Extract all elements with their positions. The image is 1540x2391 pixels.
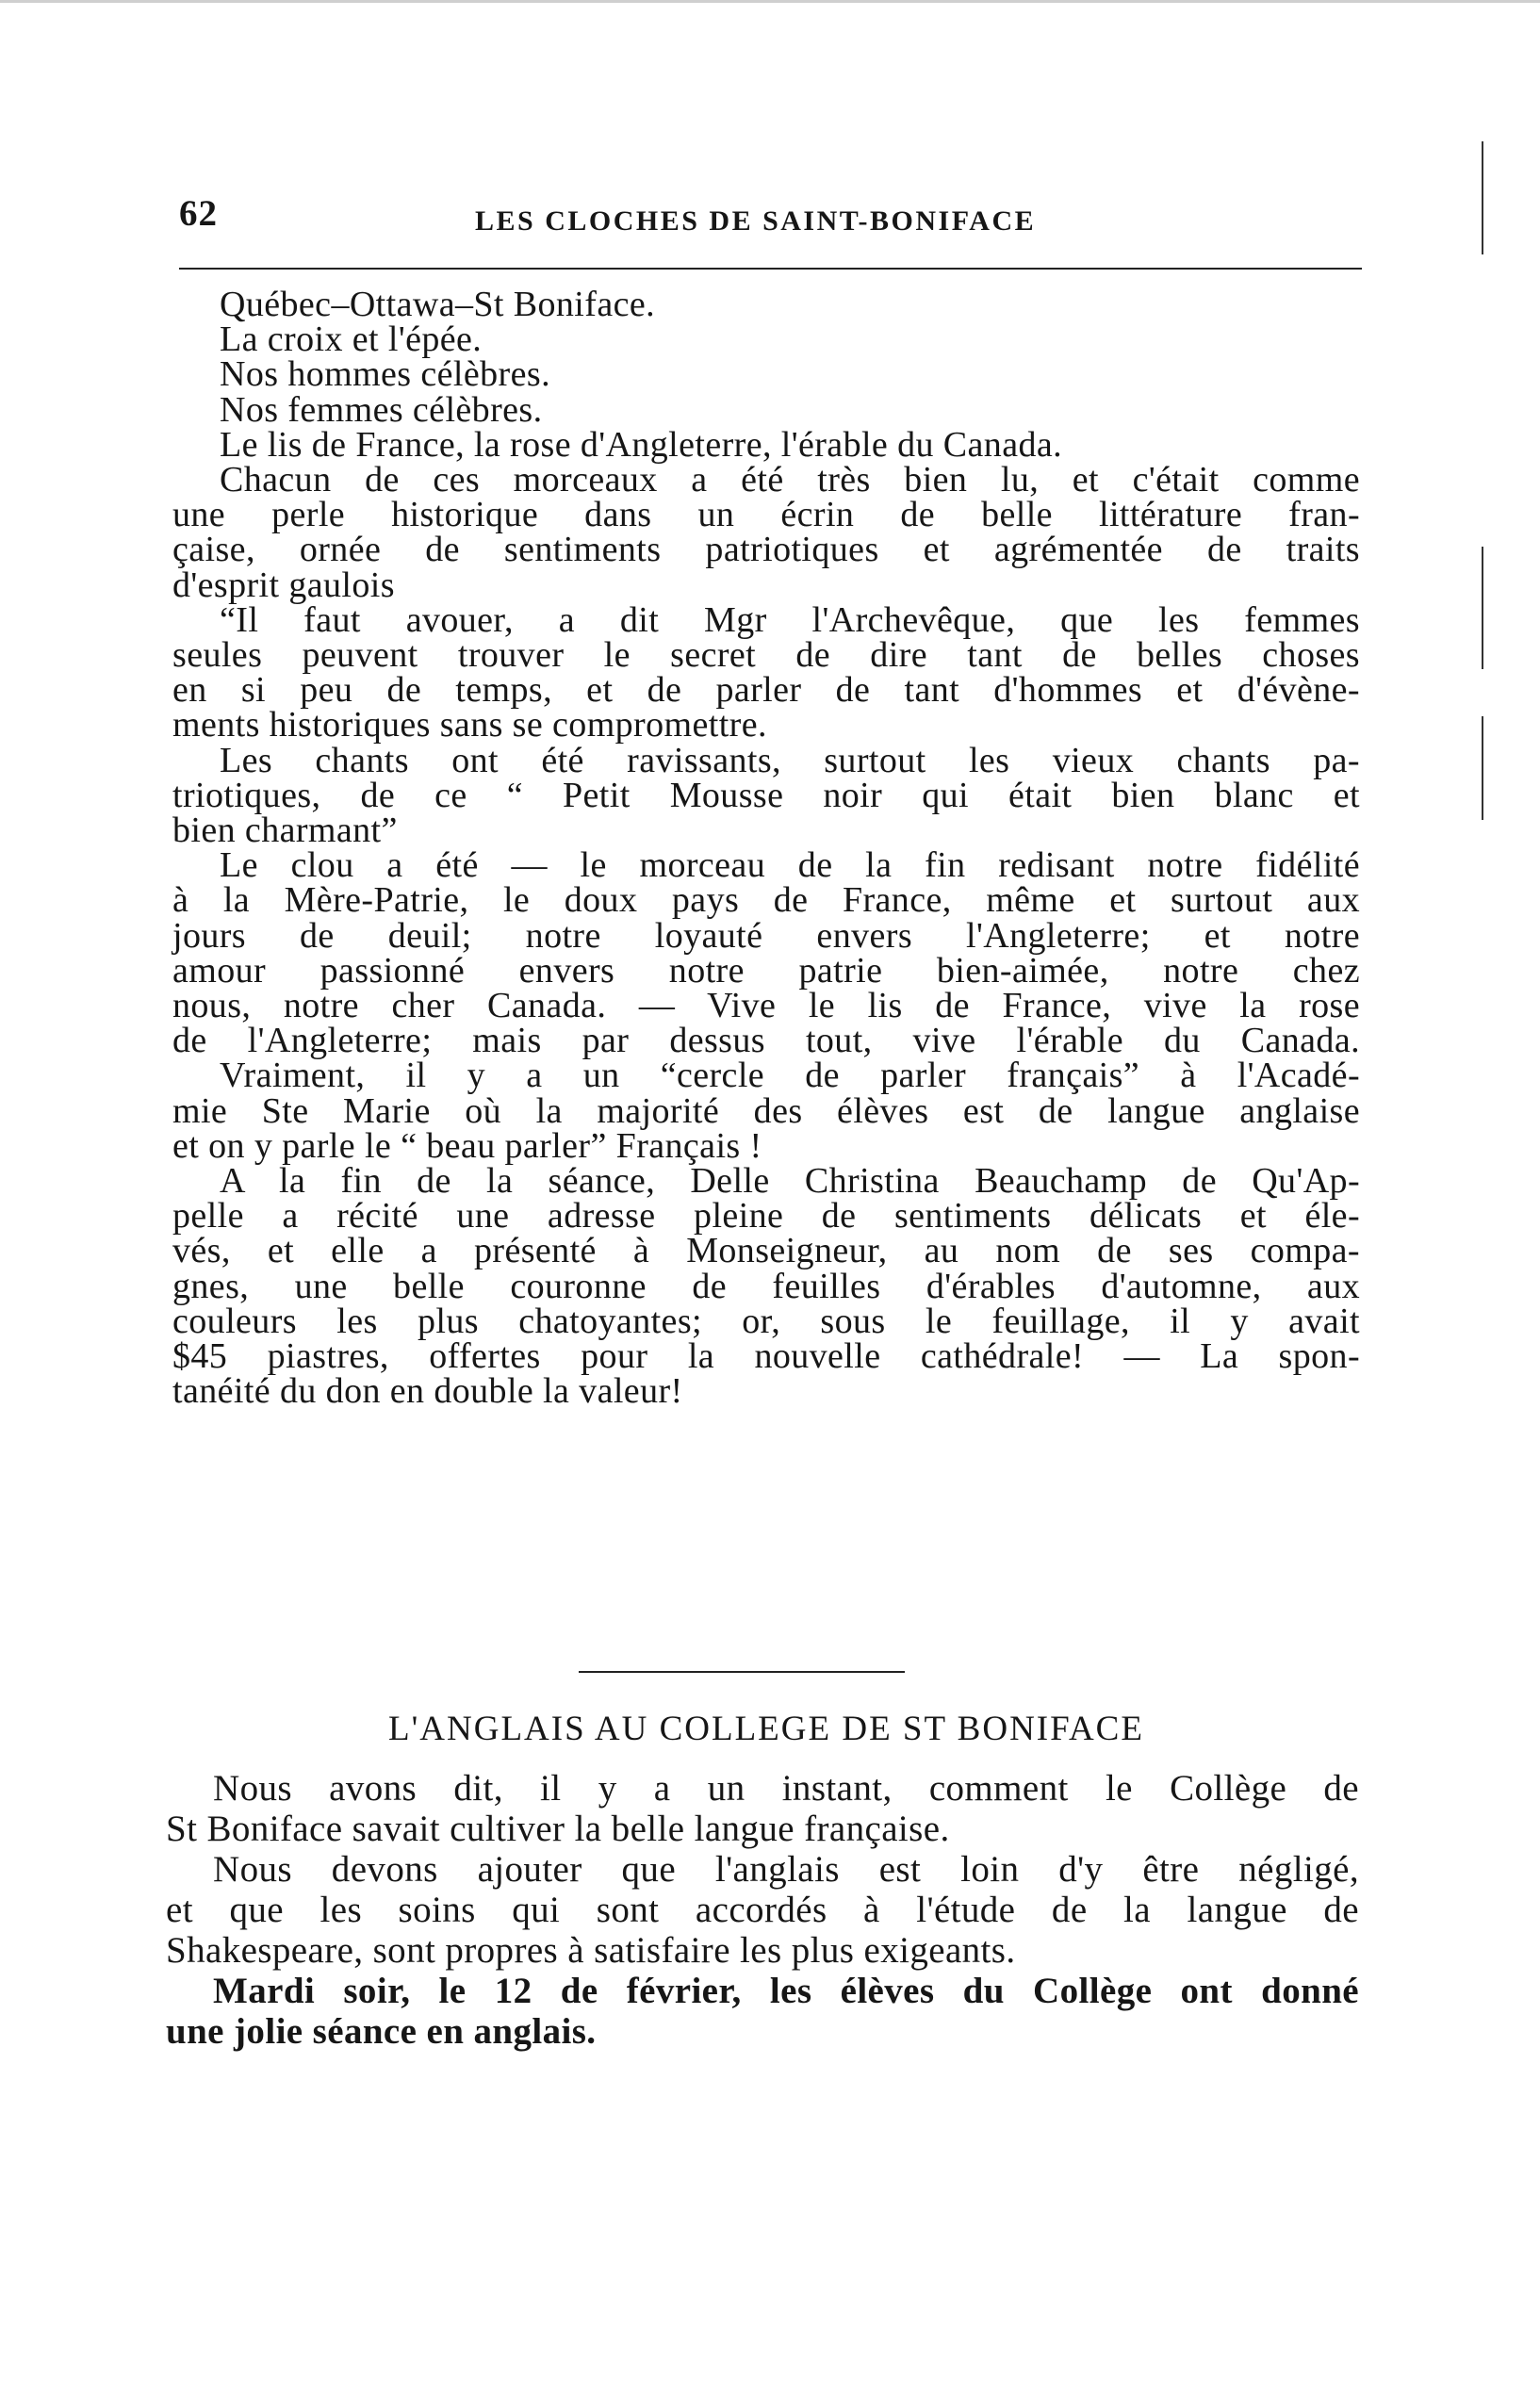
text-line: une perle historique dans un écrin de belle littérature fran- [172,495,1360,535]
text-line: “Il faut avouer, a dit Mgr l'Archevêque, que les femmes [220,599,1360,640]
text-line: vés, et elle a présenté à Monseigneur, au nom de ses compa- [172,1231,1360,1271]
text-line: en si peu de temps, et de parler de tant d'hommes et d'évène- [172,670,1360,711]
text-line: St Boniface savait cultiver la belle langue française. [166,1809,950,1849]
section-text [166,1768,1359,2052]
text-line: pelle a récité une adresse pleine de sentiments délicats et éle- [172,1196,1360,1236]
text-line: seules peuvent trouver le secret de dire tant de belles choses [172,635,1360,676]
text-line: mie Ste Marie où la majorité des élèves est de langue anglaise [172,1090,1360,1131]
section-title: L'ANGLAIS AU COLLEGE DE ST BONIFACE [388,1710,1144,1748]
text-line: une jolie séance en anglais. [166,2011,597,2052]
text-line: Vraiment, il y a un “cercle de parler français” à l'Acadé- [220,1056,1360,1096]
page-header [158,192,1384,249]
text-line: Nos femmes célèbres. [220,389,543,430]
top-edge-line [0,0,1540,3]
page-number: 62 [179,193,218,234]
text-line: de l'Angleterre; mais par dessus tout, vive l'érable du Canada. [172,1021,1360,1061]
text-line: et que les soins qui sont accordés à l'étude de la langue de [166,1890,1359,1930]
text-line: tanéité du don en double la valeur! [172,1371,683,1412]
text-line: jours de deuil; notre loyauté envers l'Angleterre; et notre [172,915,1360,956]
text-line: couleurs les plus chatoyantes; or, sous le feuillage, il y avait [172,1301,1360,1341]
text-line: Québec–Ottawa–St Boniface. [220,285,656,324]
text-line: gnes, une belle couronne de feuilles d'érables d'automne, aux [172,1266,1360,1306]
text-line: Le lis de France, la rose d'Angleterre, l'érable du Canada. [220,424,1063,465]
text-line: ments historiques sans se compromettre. [172,705,767,745]
right-edge-mark [1482,547,1483,669]
text-line: Shakespeare, sont propres à satisfaire les plus exigeants. [166,1930,1016,1971]
text-line: Mardi soir, le 12 de février, les élèves du Collège ont donné [213,1971,1359,2011]
text-line: Les chants ont été ravissants, surtout les vieux chants pa- [220,740,1360,780]
text-line: A la fin de la séance, Delle Christina Beauchamp de Qu'Ap- [220,1161,1360,1202]
section-rule [579,1671,905,1673]
text-line: bien charmant” [172,811,398,851]
right-edge-mark [1482,716,1483,820]
text-line: et on y parle le “ beau parler” Français ! [172,1125,762,1166]
right-edge-mark [1482,141,1483,254]
text-line: Nos hommes célèbres. [220,354,550,395]
text-line: Chacun de ces morceaux a été très bien lu, et c'était comme [220,460,1360,500]
header-rule [179,268,1362,270]
text-line: amour passionné envers notre patrie bien-aimée, notre chez [172,950,1360,991]
text-line: d'esprit gaulois [172,565,395,605]
text-line: $45 piastres, offertes pour la nouvelle cathédrale! — La spon- [172,1336,1360,1377]
running-title: LES CLOCHES DE SAINT-BONIFACE [475,205,1037,237]
text-line: nous, notre cher Canada. — Vive le lis de France, vive la rose [172,986,1360,1026]
text-line: La croix et l'épée. [220,319,483,360]
body-text [172,287,1360,1410]
text-line: Le clou a été — le morceau de la fin redisant notre fidélité [220,845,1360,886]
text-line: Nous avons dit, il y a un instant, comment le Collège de [213,1768,1359,1809]
text-line: Nous devons ajouter que l'anglais est loin d'y être négligé, [213,1849,1359,1890]
text-line: à la Mère-Patrie, le doux pays de France, même et surtout aux [172,880,1360,921]
text-line: çaise, ornée de sentiments patriotiques et agrémentée de traits [172,530,1360,570]
text-line: triotiques, de ce “ Petit Mousse noir qui était bien blanc et [172,775,1360,815]
